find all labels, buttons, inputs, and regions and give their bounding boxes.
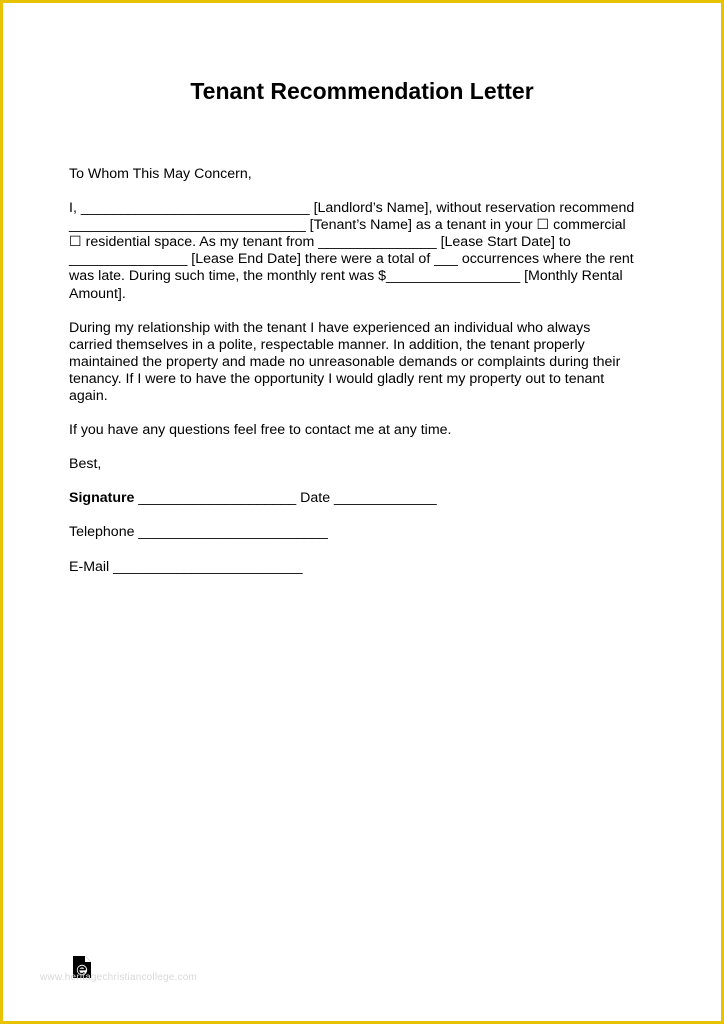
paragraph-experience xyxy=(69,320,669,405)
paragraph-line: ______________________________ [Tenant’s Name] as a tenant in your ☐ commercial xyxy=(69,217,626,234)
paragraph-line: I, _____________________________ [Landlord’s Name], without reservation recommend xyxy=(69,200,635,217)
page-title: Tenant Recommendation Letter xyxy=(190,78,534,104)
email-row xyxy=(69,559,669,576)
paragraph-line: maintained the property and made no unreasonable demands or complaints during their xyxy=(69,353,621,370)
paragraph-line: Amount]. xyxy=(69,285,126,302)
paragraph-line: was late. During such time, the monthly rent was $_________________ [Monthly Rental xyxy=(69,268,623,285)
letter-body xyxy=(69,166,669,576)
email-label: E-Mail xyxy=(69,558,110,575)
paragraph-line: ☐ residential space. As my tenant from _______________ [Lease Start Date] to xyxy=(69,234,571,251)
signature-field[interactable]: ____________________ xyxy=(134,490,301,507)
closing: Best, xyxy=(69,456,102,473)
paragraph-line: tenancy. If I were to have the opportunity I would gladly rent my property out to tenant xyxy=(69,370,605,387)
telephone-label: Telephone xyxy=(69,524,135,541)
paragraph-line: carried themselves in a polite, respectable manner. In addition, the tenant properly xyxy=(69,336,585,353)
paragraph-contact: If you have any questions feel free to contact me at any time. xyxy=(69,422,452,439)
date-field[interactable]: _____________ xyxy=(330,490,437,507)
watermark-text: www.heritagechristiancollege.com xyxy=(40,972,198,983)
paragraph-recommendation xyxy=(69,200,669,303)
greeting: To Whom This May Concern, xyxy=(69,166,252,182)
signature-label: Signature xyxy=(69,490,135,507)
paragraph-line: _______________ [Lease End Date] there were a total of ___ occurrences where the rent xyxy=(69,251,634,268)
paragraph-line: again. xyxy=(69,388,108,405)
date-label: Date xyxy=(300,490,331,507)
signature-row xyxy=(69,490,669,507)
telephone-field[interactable]: ________________________ xyxy=(134,524,328,541)
telephone-row xyxy=(69,524,669,541)
email-field[interactable]: ________________________ xyxy=(109,558,303,575)
paragraph-line: During my relationship with the tenant I have experienced an individual who always xyxy=(69,319,591,336)
